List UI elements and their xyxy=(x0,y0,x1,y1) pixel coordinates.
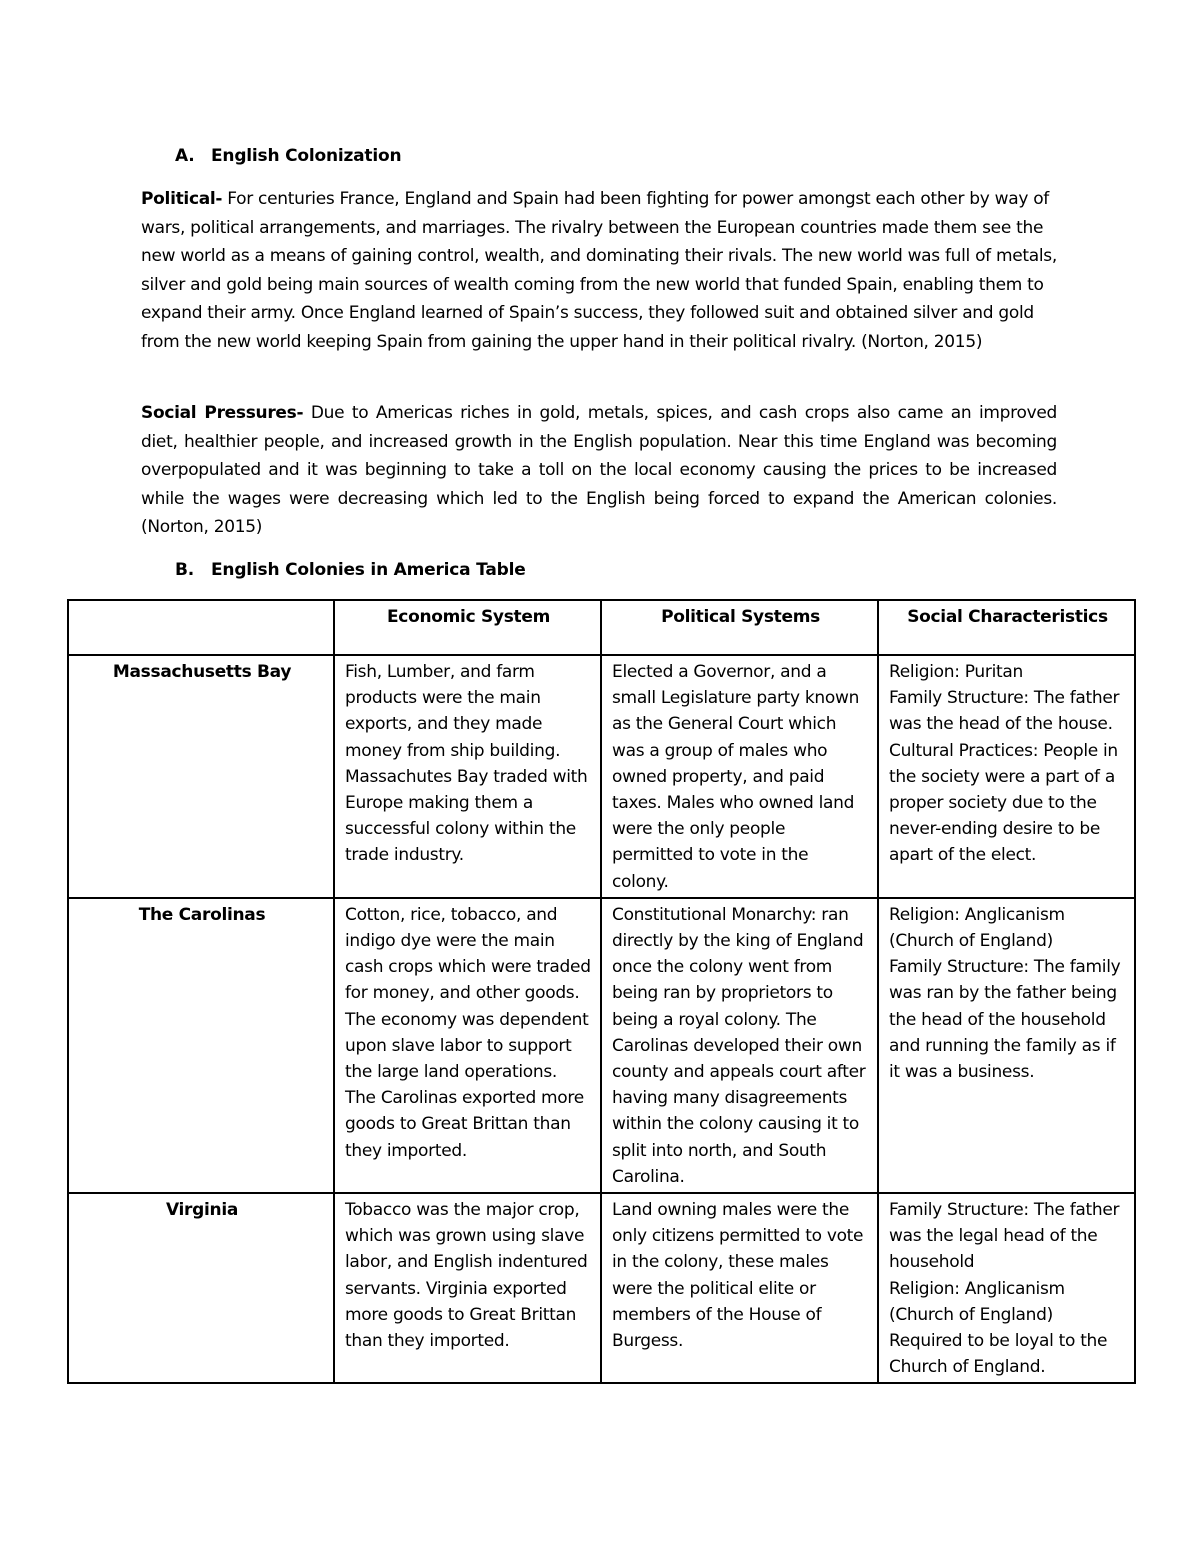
social-pressures-text: Due to Americas riches in gold, metals, spices, and cash crops also came an improved diet, healthier people, and increased growth in the English population. Near this time England was becoming overpopulated and it was beginning to take a toll on the local economy causing the prices to be increased while the wages were decreasing which led to the English being forced to expand the American colonies. (Norton, 2015) xyxy=(141,403,1057,538)
header-blank-cell xyxy=(68,600,334,655)
social-cell xyxy=(878,1193,1135,1383)
colony-name-cell: The Carolinas xyxy=(68,898,334,1193)
economic-cell: Tobacco was the major crop, which was grown using slave labor, and English indentured servants. Virginia exported more goods to Great Brittan than they imported. xyxy=(334,1193,601,1383)
political-text: For centuries France, England and Spain had been fighting for power amongst each other by way of wars, political arrangements, and marriages. The rivalry between the European countries made them see the new world as a means of gaining control, wealth, and dominating their rivals. The new world was full of metals, silver and gold being main sources of wealth coming from the new world that funded Spain, enabling them to expand their army. Once England learned of Spain’s success, they followed suit and obtained silver and gold from the new world keeping Spain from gaining the upper hand in their political rivalry. (Norton, 2015) xyxy=(141,189,1057,352)
political-cell: Land owning males were the only citizens permitted to vote in the colony, these males were the political elite or members of the House of Burgess. xyxy=(601,1193,878,1383)
economic-cell: Cotton, rice, tobacco, and indigo dye were the main cash crops which were traded for money, and other goods. The economy was dependent upon slave labor to support the large land operations. The Carolinas exported more goods to Great Brittan than they imported. xyxy=(334,898,601,1193)
colonies-table xyxy=(67,599,1136,1384)
table-header-row xyxy=(68,600,1135,655)
social-line: Family Structure: The father was the legal head of the household xyxy=(889,1200,1120,1273)
table-row xyxy=(68,655,1135,898)
table-row xyxy=(68,1193,1135,1383)
social-line: Religion: Puritan xyxy=(889,662,1023,682)
section-b-title: English Colonies in America Table xyxy=(211,560,526,580)
section-a-letter: A. xyxy=(175,146,195,166)
social-pressures-paragraph xyxy=(141,399,1057,542)
header-economic-system: Economic System xyxy=(334,600,601,655)
social-line: Religion: Anglicanism (Church of England) xyxy=(889,1278,1065,1325)
political-cell: Constitutional Monarchy: ran directly by the king of England once the colony went from being ran by proprietors to being a royal colony. The Carolinas developed their own county and appeals court after having many disagreements within the colony causing it to split into north, and South Carolina. xyxy=(601,898,878,1193)
political-cell: Elected a Governor, and a small Legislature party known as the General Court which was a group of males who owned property, and paid taxes. Males who owned land were the only people permitted to vote in the colony. xyxy=(601,655,878,898)
social-cell xyxy=(878,655,1135,898)
political-lead: Political- xyxy=(141,189,223,209)
colony-name-cell: Massachusetts Bay xyxy=(68,655,334,898)
header-political-systems: Political Systems xyxy=(601,600,878,655)
section-a-heading xyxy=(175,143,401,169)
political-paragraph xyxy=(141,185,1057,357)
section-b-heading xyxy=(175,557,526,583)
social-line: Religion: Anglicanism (Church of England) xyxy=(889,904,1065,952)
social-line: Family Structure: The family was ran by the father being the head of the household and running the family as if it was a business. xyxy=(889,957,1121,1083)
colony-name-cell: Virginia xyxy=(68,1193,334,1383)
table-row xyxy=(68,898,1135,1193)
social-cell xyxy=(878,898,1135,1193)
section-a-title: English Colonization xyxy=(211,146,402,166)
economic-cell: Fish, Lumber, and farm products were the main exports, and they made money from ship building. Massachutes Bay traded with Europe making them a successful colony within the trade industry. xyxy=(334,655,601,898)
social-pressures-lead: Social Pressures- xyxy=(141,403,304,423)
social-line: Cultural Practices: People in the society were a part of a proper society due to the never-ending desire to be apart of the elect. xyxy=(889,740,1118,866)
social-line: Family Structure: The father was the head of the house. xyxy=(889,688,1120,735)
section-b-letter: B. xyxy=(175,560,195,580)
header-social-characteristics: Social Characteristics xyxy=(878,600,1135,655)
social-line: Required to be loyal to the Church of England. xyxy=(889,1331,1108,1378)
